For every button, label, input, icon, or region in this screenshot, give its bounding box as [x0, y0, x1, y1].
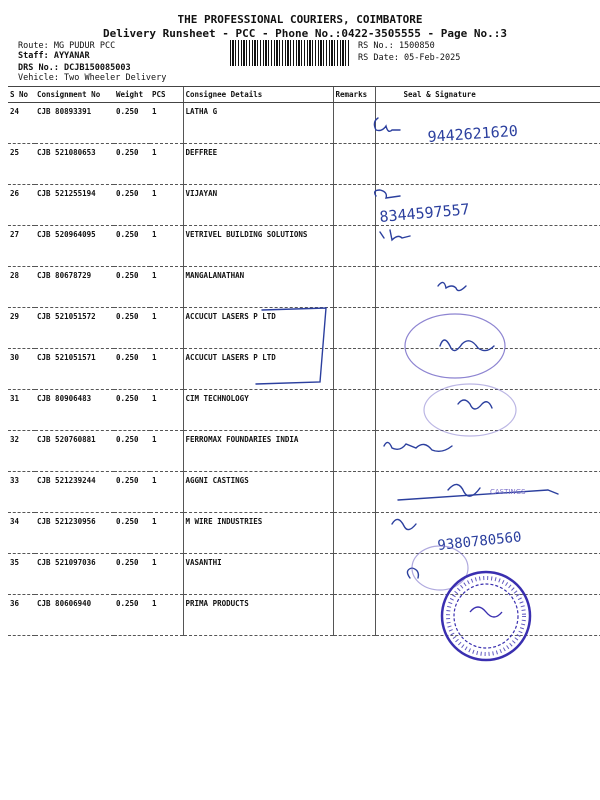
table-row	[8, 144, 600, 185]
row-pcs: 1	[150, 103, 183, 144]
row-consignment: CJB 521255194	[35, 185, 114, 226]
row-sno: 31	[8, 390, 35, 431]
row-pcs: 1	[150, 472, 183, 513]
row-sno: 29	[8, 308, 35, 349]
staff-label: Staff: AYYANAR	[18, 51, 90, 61]
row-remarks	[333, 349, 375, 390]
row-consignment: CJB 521051572	[35, 308, 114, 349]
row-weight: 0.250	[114, 144, 150, 185]
row-remarks	[333, 226, 375, 267]
row-consignee: PRIMA PRODUCTS	[183, 595, 333, 636]
row-consignee: ACCUCUT LASERS P LTD	[183, 349, 333, 390]
route-label: Route: MG PUDUR PCC	[18, 41, 116, 51]
row-consignee: MANGALANATHAN	[183, 267, 333, 308]
row-weight: 0.250	[114, 103, 150, 144]
row-remarks	[333, 185, 375, 226]
row-sno: 24	[8, 103, 35, 144]
stamp-text-33: CASTINGS	[490, 488, 526, 496]
col-signature: Seal & Signature	[375, 87, 600, 103]
row-pcs: 1	[150, 349, 183, 390]
row-remarks	[333, 390, 375, 431]
row-remarks	[333, 103, 375, 144]
row-signature	[375, 308, 600, 349]
row-signature	[375, 513, 600, 554]
row-signature	[375, 144, 600, 185]
row-pcs: 1	[150, 390, 183, 431]
row-pcs: 1	[150, 267, 183, 308]
row-consignment: CJB 80678729	[35, 267, 114, 308]
barcode	[230, 40, 350, 66]
row-consignee: FERROMAX FOUNDARIES INDIA	[183, 431, 333, 472]
runsheet-table	[8, 86, 600, 636]
row-consignee: VIJAYAN	[183, 185, 333, 226]
row-consignee: CIM TECHNOLOGY	[183, 390, 333, 431]
row-consignment: CJB 80606940	[35, 595, 114, 636]
table-header-row	[8, 87, 600, 103]
row-signature	[375, 595, 600, 636]
row-signature	[375, 103, 600, 144]
row-pcs: 1	[150, 554, 183, 595]
row-weight: 0.250	[114, 267, 150, 308]
table-row	[8, 349, 600, 390]
row-consignment: CJB 520760881	[35, 431, 114, 472]
row-consignee: LATHA G	[183, 103, 333, 144]
row-signature	[375, 185, 600, 226]
row-consignment: CJB 521080653	[35, 144, 114, 185]
row-pcs: 1	[150, 431, 183, 472]
row-consignee: DEFFREE	[183, 144, 333, 185]
row-remarks	[333, 431, 375, 472]
row-sno: 27	[8, 226, 35, 267]
row-remarks	[333, 308, 375, 349]
row-weight: 0.250	[114, 226, 150, 267]
row-remarks	[333, 144, 375, 185]
row-weight: 0.250	[114, 185, 150, 226]
drs-label: DRS No.: DCJB150085003	[18, 63, 131, 73]
table-row	[8, 554, 600, 595]
col-consignee: Consignee Details	[183, 87, 333, 103]
row-consignment: CJB 80893391	[35, 103, 114, 144]
row-weight: 0.250	[114, 472, 150, 513]
row-pcs: 1	[150, 226, 183, 267]
row-consignment: CJB 521051571	[35, 349, 114, 390]
table-row	[8, 390, 600, 431]
handwritten-phone-24: 9442621620	[427, 121, 519, 146]
col-consignment: Consignment No	[35, 87, 114, 103]
col-sno: S No	[8, 87, 35, 103]
table-row	[8, 267, 600, 308]
row-consignment: CJB 521230956	[35, 513, 114, 554]
row-weight: 0.250	[114, 595, 150, 636]
row-consignee: VASANTHI	[183, 554, 333, 595]
row-weight: 0.250	[114, 349, 150, 390]
row-signature	[375, 431, 600, 472]
table-row	[8, 431, 600, 472]
row-weight: 0.250	[114, 431, 150, 472]
row-pcs: 1	[150, 308, 183, 349]
row-sno: 25	[8, 144, 35, 185]
row-signature	[375, 226, 600, 267]
row-sno: 33	[8, 472, 35, 513]
rs-date-label: RS Date: 05-Feb-2025	[358, 53, 461, 63]
table-row	[8, 103, 600, 144]
row-remarks	[333, 554, 375, 595]
row-consignment: CJB 80906483	[35, 390, 114, 431]
row-consignee: M WIRE INDUSTRIES	[183, 513, 333, 554]
row-sno: 30	[8, 349, 35, 390]
rs-no-label: RS No.: 1500850	[358, 41, 435, 51]
row-consignment: CJB 520964095	[35, 226, 114, 267]
company-title: THE PROFESSIONAL COURIERS, COIMBATORE	[177, 13, 423, 26]
row-pcs: 1	[150, 595, 183, 636]
row-sno: 26	[8, 185, 35, 226]
table-row	[8, 513, 600, 554]
row-weight: 0.250	[114, 513, 150, 554]
handwritten-phone-26: 8344597557	[378, 200, 471, 226]
table-row	[8, 185, 600, 226]
row-consignee: ACCUCUT LASERS P LTD	[183, 308, 333, 349]
runsheet-title: Delivery Runsheet - PCC - Phone No.:0422-3505555 - Page No.:3	[103, 27, 507, 40]
row-remarks	[333, 513, 375, 554]
table-row	[8, 472, 600, 513]
row-remarks	[333, 472, 375, 513]
row-pcs: 1	[150, 513, 183, 554]
row-signature	[375, 267, 600, 308]
table-row	[8, 308, 600, 349]
row-sno: 32	[8, 431, 35, 472]
row-signature	[375, 390, 600, 431]
row-consignment: CJB 521097036	[35, 554, 114, 595]
row-weight: 0.250	[114, 308, 150, 349]
row-weight: 0.250	[114, 554, 150, 595]
row-sno: 34	[8, 513, 35, 554]
row-pcs: 1	[150, 185, 183, 226]
table-row	[8, 226, 600, 267]
row-consignee: VETRIVEL BUILDING SOLUTIONS	[183, 226, 333, 267]
row-sno: 35	[8, 554, 35, 595]
row-remarks	[333, 267, 375, 308]
row-consignment: CJB 521239244	[35, 472, 114, 513]
row-sno: 36	[8, 595, 35, 636]
row-sno: 28	[8, 267, 35, 308]
row-remarks	[333, 595, 375, 636]
row-signature	[375, 554, 600, 595]
table-row	[8, 595, 600, 636]
col-pcs: PCS	[150, 87, 183, 103]
handwritten-phone-34: 9380780560	[436, 529, 523, 554]
row-pcs: 1	[150, 144, 183, 185]
row-weight: 0.250	[114, 390, 150, 431]
row-signature	[375, 349, 600, 390]
col-remarks: Remarks	[333, 87, 375, 103]
vehicle-label: Vehicle: Two Wheeler Delivery	[18, 73, 167, 83]
row-consignee: AGGNI CASTINGS	[183, 472, 333, 513]
row-signature	[375, 472, 600, 513]
col-weight: Weight	[114, 87, 150, 103]
